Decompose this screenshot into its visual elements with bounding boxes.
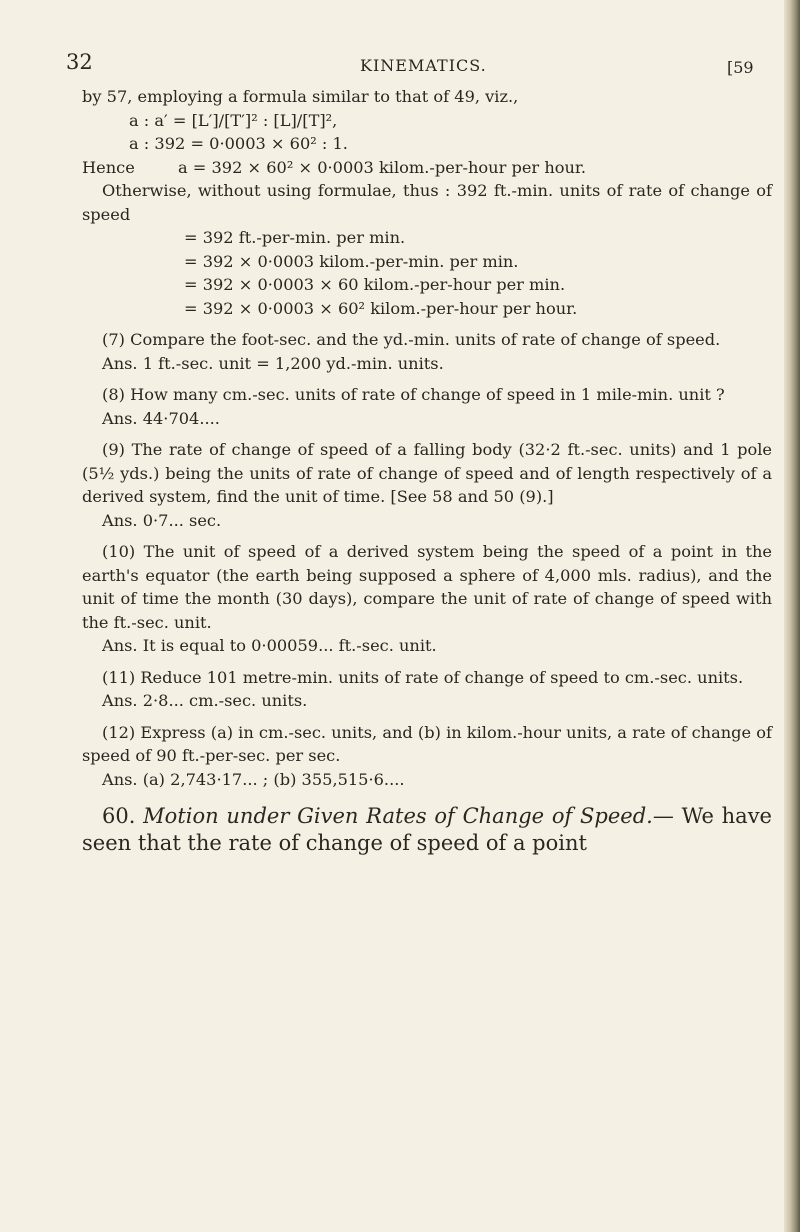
question-10: (10) The unit of speed of a derived system being the speed of a point in the earth's equator (the earth being supposed a sphere of 4,000 mls. radius), and the unit of time the month (30 days), compare the unit of rate of change of speed with the ft.-sec. unit. xyxy=(82,542,772,632)
answer-12: Ans. (a) 2,743·17... ; (b) 355,515·6.... xyxy=(102,769,405,789)
answer-11: Ans. 2·8... cm.-sec. units. xyxy=(102,691,308,710)
question-7: (7) Compare the foot-sec. and the yd.-min. units of rate of change of speed. xyxy=(102,330,721,349)
page-header xyxy=(0,50,800,80)
hence-line xyxy=(82,156,772,180)
answer-10: Ans. It is equal to 0·00059... ft.-sec. unit. xyxy=(102,636,437,655)
formula-values: a : 392 = 0·0003 × 60² : 1. xyxy=(129,134,348,153)
answer-7: Ans. 1 ft.-sec. unit = 1,200 yd.-min. units. xyxy=(102,353,444,373)
otherwise-paragraph: Otherwise, without using formulae, thus : 392 ft.-min. units of rate of change of speed xyxy=(82,181,772,224)
answer-8: Ans. 44·704.... xyxy=(102,408,220,428)
question-11: (11) Reduce 101 metre-min. units of rate of change of speed to cm.-sec. units. xyxy=(102,667,744,687)
page-body xyxy=(82,85,772,857)
section-number: 60. xyxy=(102,804,136,828)
formula-ratio: a : a′ = [L′]/[T′]² : [L]/[T]², xyxy=(129,110,338,130)
equation-line: = 392 × 0·0003 × 60² kilom.-per-hour per hour. xyxy=(184,298,578,318)
question-9: (9) The rate of change of speed of a falling body (32·2 ft.-sec. units) and 1 pole (5½ yds.) being the units of rate of change of speed and of length respectively of a derived system, find the unit of time. [See 58 and 50 (9).] xyxy=(82,440,772,506)
question-8: (8) How many cm.-sec. units of rate of change of speed in 1 mile-min. unit ? xyxy=(102,385,725,404)
hence-value: a = 392 × 60² × 0·0003 kilom.-per-hour per hour. xyxy=(178,157,587,177)
hence-label: Hence xyxy=(82,157,135,177)
section-text: We have seen that the rate of change of speed of a point xyxy=(82,804,772,855)
question-12: (12) Express (a) in cm.-sec. units, and (b) in kilom.-hour units, a rate of change of speed of 90 ft.-per-sec. per sec. xyxy=(82,722,772,765)
section-title: Motion under Given Rates of Change of Speed.— xyxy=(143,804,674,828)
intro-paragraph: by 57, employing a formula similar to that of 49, viz., xyxy=(82,87,519,106)
answer-9: Ans. 0·7... sec. xyxy=(102,510,222,530)
page-edge-shadow xyxy=(784,0,800,1232)
equation-line: = 392 × 0·0003 × 60 kilom.-per-hour per min. xyxy=(184,275,566,294)
section-mark: [59 xyxy=(727,58,754,77)
equation-line: = 392 × 0·0003 kilom.-per-min. per min. xyxy=(184,251,519,271)
equation-line: = 392 ft.-per-min. per min. xyxy=(184,228,406,247)
section-heading xyxy=(82,803,772,857)
running-title: KINEMATICS. xyxy=(360,56,487,75)
page-number: 32 xyxy=(66,50,93,74)
